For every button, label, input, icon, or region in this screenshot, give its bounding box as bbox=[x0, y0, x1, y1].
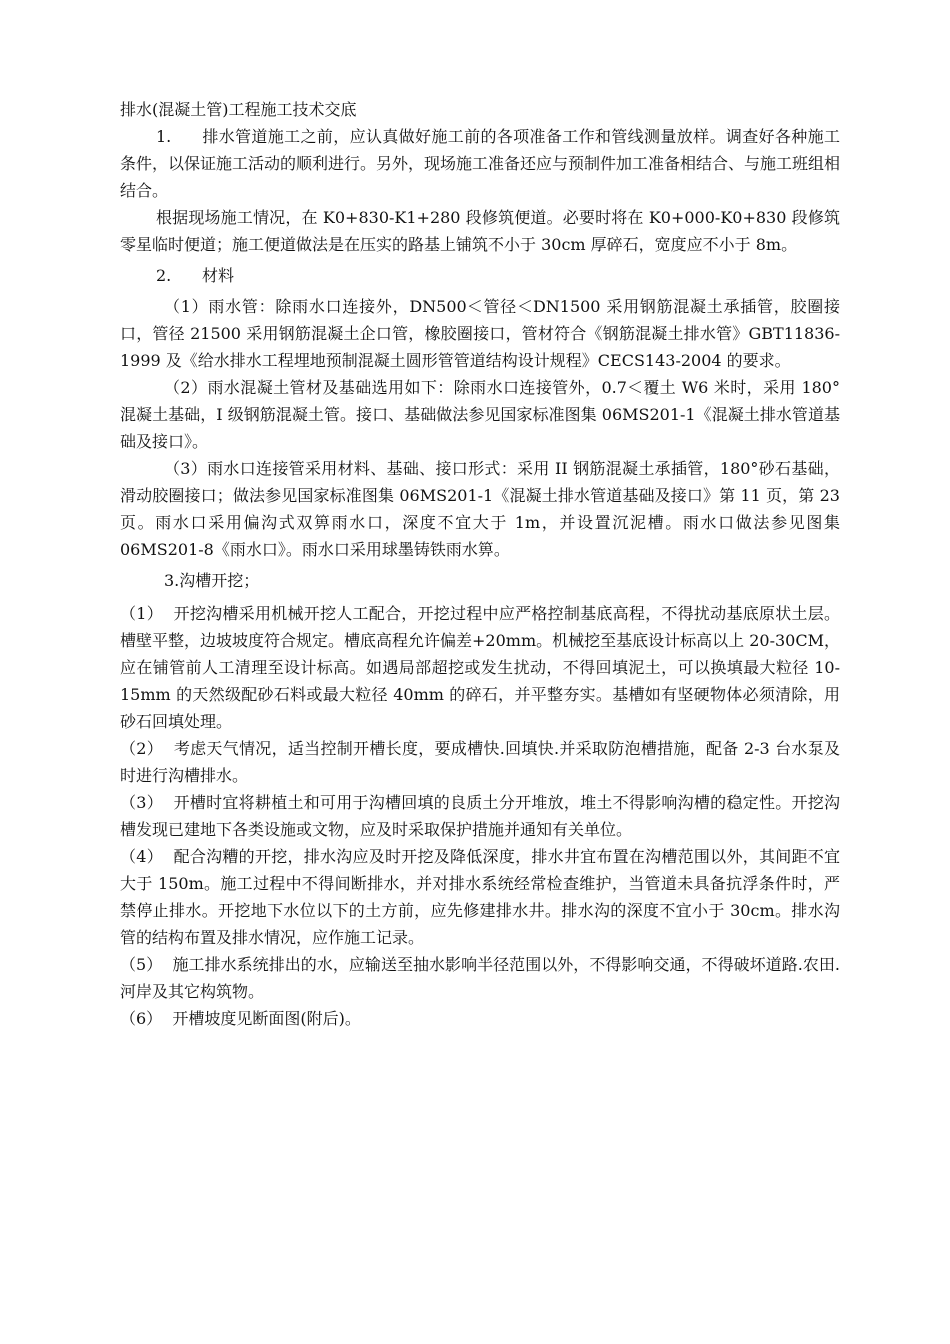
trench-item-6: （6） 开槽坡度见断面图(附后)。 bbox=[120, 1009, 361, 1028]
section-2-heading bbox=[120, 262, 840, 289]
document-title: 排水(混凝土管)工程施工技术交底 bbox=[120, 100, 357, 119]
section-3-heading: 3.沟槽开挖； bbox=[164, 571, 260, 590]
paragraph-road: 根据现场施工情况，在 K0+830-K1+280 段修筑便道。必要时将在 K0+000-K0+830 段修筑零星临时便道；施工便道做法是在压实的路基上铺筑不小于 30cm 厚碎石，宽度应不小于 8m。 bbox=[120, 208, 840, 254]
section-1-number: 1. bbox=[156, 127, 172, 146]
section-1-text: 排水管道施工之前，应认真做好施工前的各项准备工作和管线测量放样。调查好各种施工条件，以保证施工活动的顺利进行。另外，现场施工准备还应与预制件加工准备相结合、与施工班组相结合。 bbox=[120, 127, 841, 200]
section-1 bbox=[120, 123, 840, 204]
trench-item-4: （4） 配合沟糟的开挖，排水沟应及时开挖及降低深度，排水井宜布置在沟槽范围以外，其间距不宜大于 150m。施工过程中不得间断排水，并对排水系统经常检查维护，当管道未具备抗浮条件时，严禁停止排水。开挖地下水位以下的土方前，应先修建排水井。排水沟的深度不宜小于 30cm。排水沟管的结构布置及排水情况，应作施工记录。 bbox=[120, 847, 840, 947]
document-page bbox=[120, 96, 846, 1032]
material-item-3: （3）雨水口连接管采用材料、基础、接口形式：采用 II 钢筋混凝土承插管，180°砂石基础，滑动胶圈接口；做法参见国家标准图集 06MS201-1《混凝土排水管道基础及接口》第 11 页，第 23 页。雨水口采用偏沟式双箅雨水口，深度不宜大于 1m，并设置沉泥槽。雨水口做法参见图集 06MS201-8《雨水口》。雨水口采用球墨铸铁雨水箅。 bbox=[120, 459, 846, 559]
trench-item-2: （2） 考虑天气情况，适当控制开槽长度，要成槽快.回填快.并采取防泡槽措施，配备 2-3 台水泵及时进行沟槽排水。 bbox=[120, 739, 840, 785]
trench-item-1: （1） 开挖沟槽采用机械开挖人工配合，开挖过程中应严格控制基底高程，不得扰动基底原状土层。槽壁平整，边坡坡度符合规定。槽底高程允许偏差+20mm。机械挖至基底设计标高以上 20-30CM，应在铺管前人工清理至设计标高。如遇局部超挖或发生扰动，不得回填泥土，可以换填最大粒径 10-15mm 的天然级配砂石料或最大粒径 40mm 的碎石，并平整夯实。基槽如有坚硬物体必须清除，用砂石回填处理。 bbox=[120, 604, 840, 731]
trench-item-5: （5） 施工排水系统排出的水，应输送至抽水影响半径范围以外，不得影响交通，不得破坏道路.农田.河岸及其它构筑物。 bbox=[120, 955, 840, 1001]
material-item-2: （2）雨水混凝土管材及基础选用如下：除雨水口连接管外，0.7＜覆土 W6 米时，采用 180°混凝土基础，I 级钢筋混凝土管。接口、基础做法参见国家标准图集 06MS201-1《混凝土排水管道基础及接口》。 bbox=[120, 378, 840, 451]
section-2-title: 材料 bbox=[202, 266, 235, 285]
section-2-number: 2. bbox=[156, 266, 172, 285]
material-item-1: （1）雨水管：除雨水口连接外，DN500＜管径＜DN1500 采用钢筋混凝土承插管，胶圈接口，管径 21500 采用钢筋混凝土企口管，橡胶圈接口，管材符合《钢筋混凝土排水管》GBT11836-1999 及《给水排水工程埋地预制混凝土圆形管管道结构设计规程》CECS143-2004 的要求。 bbox=[120, 297, 840, 370]
trench-item-3: （3） 开槽时宜将耕植土和可用于沟槽回填的良质土分开堆放，堆土不得影响沟槽的稳定性。开挖沟槽发现已建地下各类设施或文物，应及时采取保护措施并通知有关单位。 bbox=[120, 793, 840, 839]
